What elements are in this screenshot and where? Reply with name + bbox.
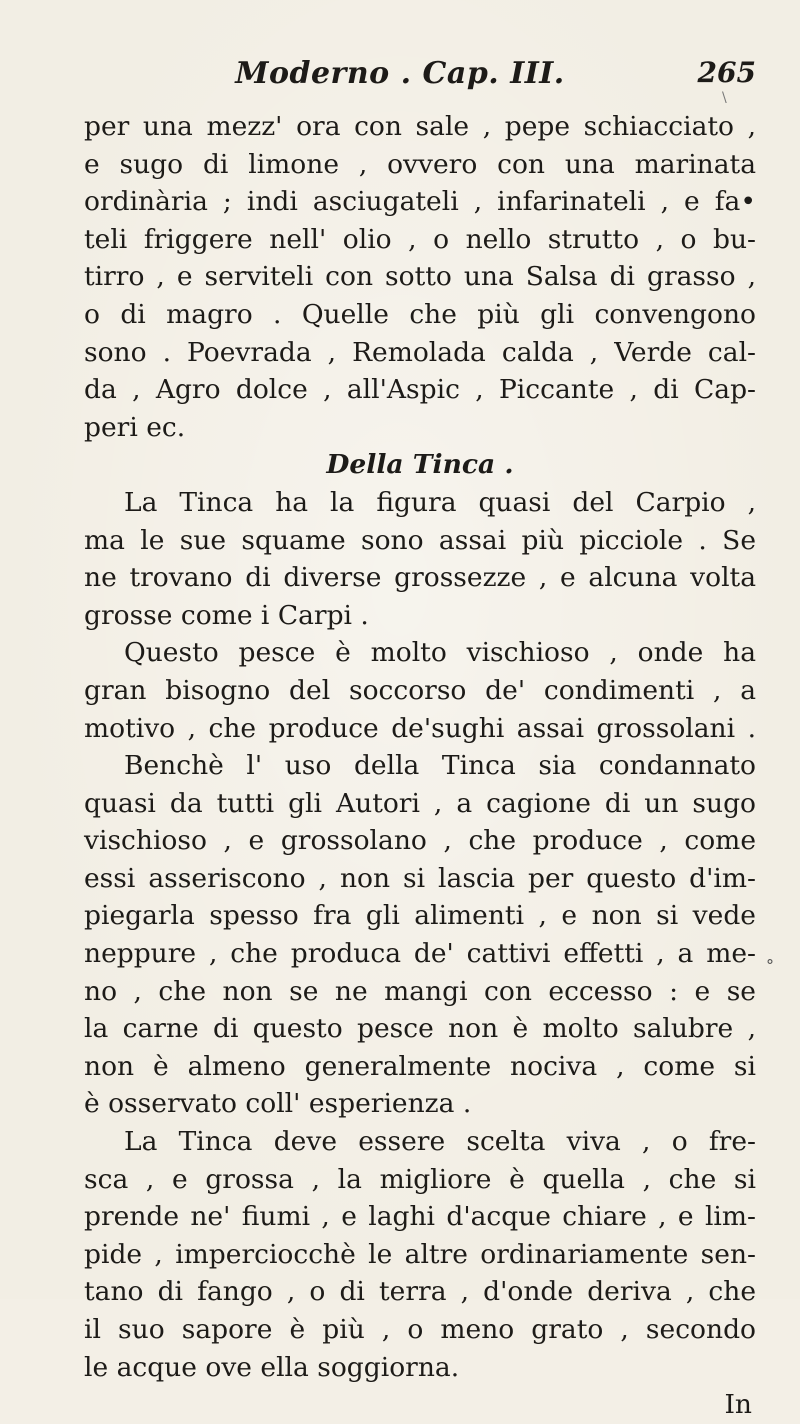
text-line: le acque ove ella soggiorna.: [84, 1351, 460, 1383]
text-line: tirro , e serviteli con sotto una Salsa di grasso ,: [84, 261, 756, 293]
text-line: neppure , che produca de' cattivi effetti , a me-: [84, 938, 756, 970]
text-line: ne trovano di diverse grossezze , e alcuna volta: [84, 562, 756, 594]
text-line: no , che non se ne mangi con eccesso : e se: [84, 975, 756, 1007]
text-line: piegarla spesso fra gli alimenti , e non si vede: [84, 900, 756, 932]
section-heading: Della Tinca .: [326, 449, 514, 481]
text-line: o di magro . Quelle che più gli convengono: [84, 298, 756, 330]
text-line: per una mezz' ora con sale , pepe schiacciato ,: [84, 111, 756, 142]
text-line: gran bisogno del soccorso de' condimenti , a: [84, 674, 756, 706]
catchword: In: [724, 1389, 752, 1421]
text-line: il suo sapore è più , o meno grato , secondo: [84, 1314, 756, 1345]
text-line: ordinària ; indi asciugateli , infarinateli , e fa•: [84, 186, 756, 218]
text-line: vischioso , e grossolano , che produce , come: [84, 825, 756, 857]
text-line: ma le sue squame sono assai più picciole . Se: [84, 524, 756, 556]
text-line: La Tinca deve essere scelta viva , o fre-: [124, 1126, 756, 1158]
text-line: è osservato coll' esperienza .: [84, 1088, 472, 1120]
text-line: prende ne' fiumi , e laghi d'acque chiare , e lim-: [84, 1201, 756, 1233]
running-title: Moderno . Cap. III.: [235, 56, 565, 91]
text-line: peri ec.: [84, 411, 186, 443]
text-line: non è almeno generalmente nociva , come si: [84, 1050, 756, 1082]
page-number: 265: [697, 56, 756, 89]
text-line: quasi da tutti gli Autori , a cagione di un sugo: [84, 787, 756, 819]
text-line: e sugo di limone , ovvero con una marinata: [84, 148, 756, 180]
text-line: Questo pesce è molto vischioso , onde ha: [124, 637, 756, 669]
running-head: [0, 56, 800, 96]
margin-mark: °: [766, 956, 774, 975]
margin-mark: \: [722, 90, 727, 106]
text-body: [84, 108, 756, 1424]
text-line: essi asseriscono , non si lascia per questo d'im-: [84, 862, 756, 894]
text-line: La Tinca ha la figura quasi del Carpio ,: [124, 486, 756, 518]
text-line: Benchè l' uso della Tinca sia condannato: [124, 750, 756, 782]
text-line: pide , imperciocchè le altre ordinariamente sen-: [84, 1238, 756, 1270]
text-line: grosse come i Carpi .: [84, 599, 369, 631]
text-line: la carne di questo pesce non è molto salubre ,: [84, 1013, 756, 1045]
text-line: motivo , che produce de'sughi assai grossolani .: [84, 712, 756, 744]
text-line: sca , e grossa , la migliore è quella , che si: [84, 1163, 756, 1195]
text-line: teli friggere nell' olio , o nello strutto , o bu-: [84, 223, 756, 255]
text-line: tano di fango , o di terra , d'onde deriva , che: [84, 1276, 756, 1308]
text-line: da , Agro dolce , all'Aspic , Piccante , di Cap-: [84, 374, 756, 406]
text-line: sono . Poevrada , Remolada calda , Verde cal-: [84, 336, 756, 368]
